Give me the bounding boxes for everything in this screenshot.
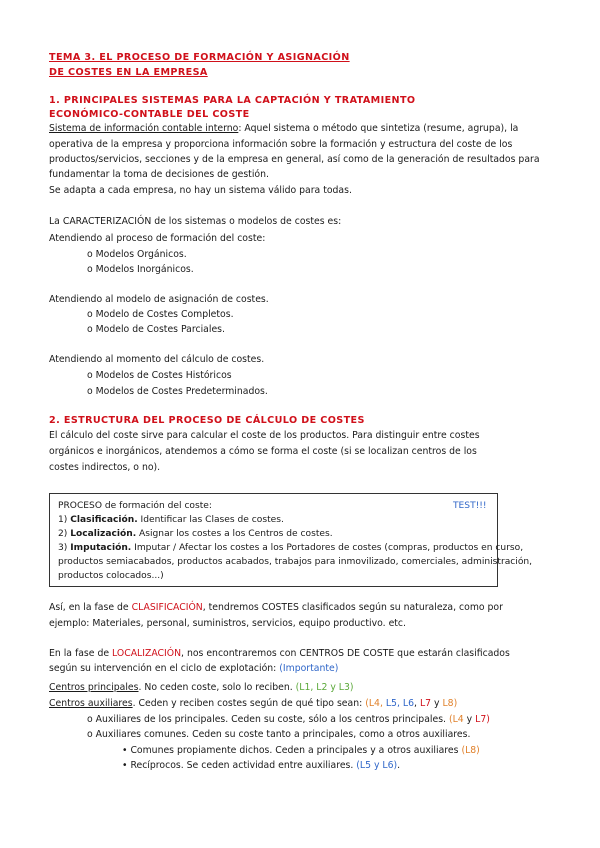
group-2-heading: Atendiendo al modelo de asignación de costes. <box>49 294 269 305</box>
ref-l4: L4 <box>452 714 464 725</box>
aux-centers-term: Centros auxiliares <box>49 698 133 709</box>
ref-l7: L7 <box>419 698 432 709</box>
classification-keyword: CLASIFICACIÓN <box>131 602 203 613</box>
important-note: (Importante) <box>279 663 339 674</box>
ref-l7: L7 <box>475 714 487 725</box>
localization-line-2: según su intervención en el ciclo de explotación: (Importante) <box>49 663 339 674</box>
list-item: o Modelo de Costes Completos. <box>87 309 234 320</box>
step-term: Localización. <box>70 529 137 539</box>
main-centers-refs: (L1, L2 y L3) <box>295 682 354 693</box>
definition-line <box>49 121 518 136</box>
aux-centers-line: Centros auxiliares. Ceden y reciben costes según de qué tipo sean: (L4, L5, L6, L7 y L8) <box>49 698 458 709</box>
group-3-heading: Atendiendo al momento del cálculo de costes. <box>49 354 265 365</box>
main-centers-term: Centros principales <box>49 682 139 693</box>
definition-term: Sistema de información contable interno <box>49 123 239 134</box>
localization-line: En la fase de LOCALIZACIÓN, nos encontraremos con CENTROS DE COSTE que estarán clasificados <box>49 648 510 659</box>
process-step-3-cont: productos colocados...) <box>58 571 164 581</box>
process-box-heading: PROCESO de formación del coste: <box>58 501 212 511</box>
group-1-heading: Atendiendo al proceso de formación del coste: <box>49 233 266 244</box>
ref-l5-l6: (L5 y L6) <box>356 760 398 771</box>
paragraph-line: orgánicos e inorgánicos, atendemos a cómo se forma el coste (si se localizan centros de los <box>49 446 477 457</box>
list-item: o Modelo de Costes Parciales. <box>87 324 225 335</box>
bullet-common-proper: • Comunes propiamente dichos. Ceden a principales y a otros auxiliares (L8) <box>122 745 480 756</box>
paragraph-line: ejemplo: Materiales, personal, suministros, servicios, equipo productivo. etc. <box>49 618 406 629</box>
paragraph-line: Se adapta a cada empresa, no hay un sistema válido para todas. <box>49 185 352 196</box>
localization-keyword: LOCALIZACIÓN <box>112 648 182 659</box>
ref-l6: L6 <box>402 698 415 709</box>
process-step-3-cont: productos semiacabados, productos acabados, trabajos para inmovilizado, comerciales, administración, <box>58 557 533 567</box>
bullet-reciprocal: • Recíprocos. Se ceden actividad entre auxiliares. (L5 y L6). <box>122 760 401 771</box>
list-item: o Modelos Inorgánicos. <box>87 264 194 275</box>
process-box <box>49 493 533 587</box>
doc-title-line-2: DE COSTES EN LA EMPRESA <box>49 67 208 78</box>
ref-l8: L8 <box>442 698 454 709</box>
section-1-title-line-1: 1. PRINCIPALES SISTEMAS PARA LA CAPTACIÓN Y TRATAMIENTO <box>49 95 416 106</box>
paragraph-line: operativa de la empresa y proporciona información sobre la formación y estructura del coste de los <box>49 139 513 150</box>
step-term: Clasificación. <box>70 515 138 525</box>
paragraph-line: costes indirectos, o no). <box>49 462 161 473</box>
process-step-2: 2) Localización. Asignar los costes a los Centros de costes. <box>58 529 333 539</box>
ref-l8: (L8) <box>461 745 480 756</box>
characterization-line: La CARACTERIZACIÓN de los sistemas o modelos de costes es: <box>49 216 342 227</box>
process-step-1: 1) Clasificación. Identificar las Clases de costes. <box>58 515 284 525</box>
test-badge: TEST!!! <box>453 501 487 511</box>
aux-principal-item: o Auxiliares de los principales. Ceden su coste, sólo a los centros principales. (L4 y L7) <box>87 714 490 725</box>
list-item: o Modelos de Costes Predeterminados. <box>87 386 268 397</box>
section-1-title-line-2: ECONÓMICO-CONTABLE DEL COSTE <box>49 109 250 120</box>
process-step-3: 3) Imputación. Imputar / Afectar los costes a los Portadores de costes (compras, productos en curso, <box>58 543 524 553</box>
aux-common-item: o Auxiliares comunes. Ceden su coste tanto a principales, como a otros auxiliares. <box>87 729 471 740</box>
paragraph-line: productos/servicios, secciones y de la empresa en general, así como de la generación de resultados para <box>49 154 540 165</box>
list-item: o Modelos de Costes Históricos <box>87 370 232 381</box>
definition-text: : Aquel sistema o método que sintetiza (resume, agrupa), la <box>238 123 519 134</box>
ref-l4: L4 <box>368 698 380 709</box>
doc-title-line-1: TEMA 3. EL PROCESO DE FORMACIÓN Y ASIGNACIÓN <box>49 52 350 63</box>
main-centers-line: Centros principales. No ceden coste, solo lo reciben. (L1, L2 y L3) <box>49 682 354 693</box>
paragraph-line: El cálculo del coste sirve para calcular el coste de los productos. Para distinguir entre costes <box>49 430 480 441</box>
classification-line: Así, en la fase de CLASIFICACIÓN, tendremos COSTES clasificados según su naturaleza, como por <box>49 602 503 613</box>
paragraph-line: fundamentar la toma de decisiones de gestión. <box>49 169 269 180</box>
list-item: o Modelos Orgánicos. <box>87 249 187 260</box>
section-2-title: 2. ESTRUCTURA DEL PROCESO DE CÁLCULO DE COSTES <box>49 415 365 426</box>
step-term: Imputación. <box>70 543 132 553</box>
ref-l5: L5 <box>385 698 397 709</box>
